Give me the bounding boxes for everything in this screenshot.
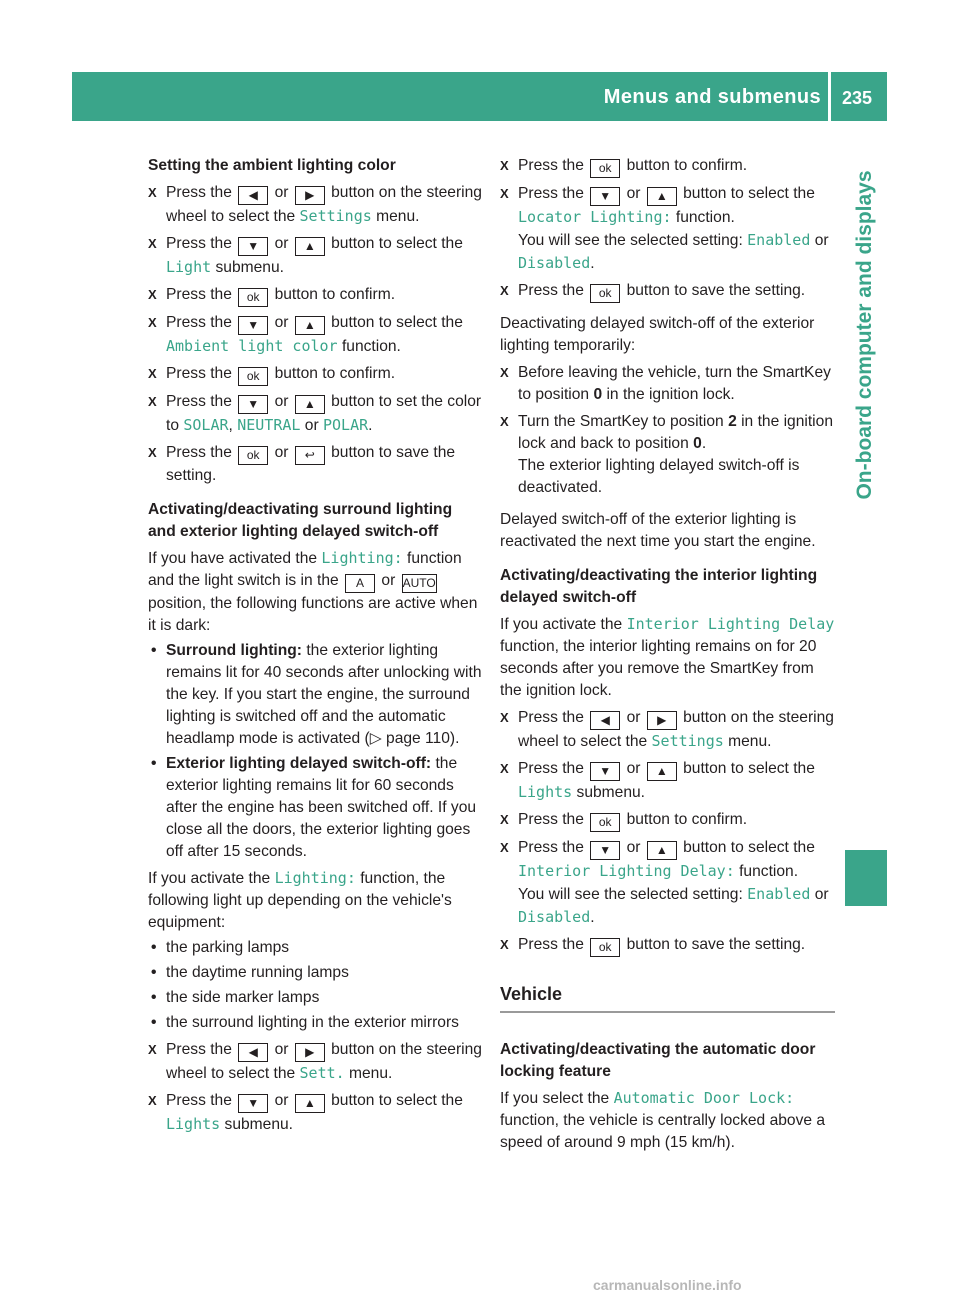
step-text: . [368, 417, 373, 434]
step-text: , [228, 417, 233, 434]
step-text: button to select the [683, 185, 815, 202]
instruction-step [148, 1039, 483, 1085]
list-item [148, 1012, 483, 1034]
ok-key-icon: ok [590, 938, 620, 957]
list-item [148, 962, 483, 984]
step-text: button to confirm. [274, 286, 396, 303]
step-text: function. [675, 209, 735, 226]
instruction-step [500, 183, 835, 275]
ok-key-icon: ok [590, 159, 620, 178]
step-text: button to select the [683, 760, 815, 777]
step-text: or [274, 235, 289, 252]
display-text: Sett. [299, 1064, 345, 1082]
display-text: NEUTRAL [237, 416, 301, 434]
display-text: Locator Lighting: [518, 208, 672, 226]
step-text: Press the [518, 709, 584, 726]
instruction-step [500, 758, 835, 804]
list-item-text: the parking lamps [166, 939, 290, 956]
step-text: button to save the setting. [166, 444, 456, 484]
step-text: button to confirm. [626, 811, 748, 828]
bullet-label: Exterior lighting delayed switch-off: [166, 755, 432, 772]
step-text: Press the [518, 157, 584, 174]
bullet-icon: • [151, 989, 157, 1006]
instruction-step [500, 934, 835, 957]
ok-key-icon: ok [238, 367, 268, 386]
step-text: Before leaving the vehicle, turn the SmartKey to position [518, 364, 831, 403]
list-item-text: the side marker lamps [166, 989, 320, 1006]
paragraph-text: function, the vehicle is centrally locked above a speed of around 9 mph (15 km/h). [500, 1112, 826, 1151]
step-text: or [304, 417, 319, 434]
bullet-text: the exterior lighting remains lit for 60 seconds after the engine has been switched off. If you close all the doors, the exterior lighting goes off after 15 seconds. [166, 755, 477, 860]
paragraph-text: function, the interior lighting remains on for 20 seconds after you remove the SmartKey from the ignition lock. [500, 638, 817, 699]
step-text: . [701, 435, 707, 452]
step-text: Press the [518, 760, 584, 777]
display-text: Enabled [747, 885, 811, 903]
instruction-step [148, 1090, 483, 1136]
down-arrow-key-icon: ▼ [590, 841, 620, 860]
step-text: Press the [166, 235, 232, 252]
header-divider [828, 72, 831, 121]
position-number: 0 [693, 435, 702, 452]
left-arrow-key-icon: ◀ [238, 1043, 268, 1062]
step-text: Press the [518, 282, 584, 299]
display-text: Light [166, 258, 212, 276]
paragraph: Delayed switch-off of the exterior lighting is reactivated the next time you start the engine. [500, 511, 816, 550]
step-text: or [274, 314, 289, 331]
down-arrow-key-icon: ▼ [590, 187, 620, 206]
paragraph-text: If you activate the [500, 616, 623, 633]
paragraph-text: function and the light switch is in the [148, 550, 462, 589]
step-text: or [274, 1092, 289, 1109]
step-text: or [814, 232, 829, 249]
section-heading: Activating/deactivating the interior lighting delayed switch-off [500, 567, 818, 606]
paragraph-text: position, the following functions are active when it is dark: [148, 595, 478, 634]
step-text: button to select the [683, 839, 815, 856]
up-arrow-key-icon: ▲ [295, 1094, 325, 1113]
right-column [500, 155, 835, 1154]
paragraph-text: If you select the [500, 1090, 610, 1107]
step-text: or [626, 709, 641, 726]
instruction-step [500, 837, 835, 929]
display-text: Lighting: [321, 549, 403, 567]
instruction-step [500, 155, 835, 178]
display-text: Automatic Door Lock: [613, 1089, 795, 1107]
step-text: The exterior lighting delayed switch-off is deactivated. [518, 457, 800, 496]
auto-switch-icon: AUTO [402, 574, 437, 593]
display-text: Disabled [518, 254, 591, 272]
step-text: Press the [166, 184, 232, 201]
display-text: Ambient light color [166, 337, 338, 355]
bullet-item [148, 753, 483, 863]
display-text: Lights [166, 1115, 221, 1133]
display-text: Settings [651, 732, 724, 750]
paragraph-text: If you have activated the [148, 550, 318, 567]
bullet-icon: • [151, 1014, 157, 1031]
down-arrow-key-icon: ▼ [238, 316, 268, 335]
bullet-icon: • [151, 939, 157, 956]
list-item [148, 987, 483, 1009]
bullet-label: Surround lighting: [166, 642, 302, 659]
side-tab [845, 130, 887, 540]
ok-key-icon: ok [590, 284, 620, 303]
instruction-step [500, 411, 835, 499]
step-text: . [590, 909, 595, 926]
paragraph [500, 613, 835, 702]
paragraph: Deactivating delayed switch-off of the exterior lighting temporarily: [500, 315, 815, 354]
step-text: in the ignition lock. [606, 386, 735, 403]
instruction-step [148, 233, 483, 279]
left-arrow-key-icon: ◀ [590, 711, 620, 730]
display-text: SOLAR [183, 416, 229, 434]
step-text: button to save the setting. [626, 936, 806, 953]
step-text: . [590, 255, 595, 272]
instruction-step [500, 362, 835, 406]
step-text: button on the steering wheel to select the [518, 709, 834, 750]
step-text: Press the [166, 286, 232, 303]
step-text: or [274, 393, 289, 410]
step-text: in the ignition lock and back to position [518, 413, 833, 452]
step-text: button on the steering wheel to select the [166, 184, 482, 225]
paragraph [148, 867, 483, 934]
step-text: Press the [166, 444, 232, 461]
list-item-text: the surround lighting in the exterior mirrors [166, 1014, 459, 1031]
step-text: function. [341, 338, 401, 355]
list-item-text: the daytime running lamps [166, 964, 349, 981]
step-text: submenu. [215, 259, 284, 276]
display-text: POLAR [322, 416, 369, 434]
step-text: button to set the color to [166, 393, 482, 434]
page-header-title: Menus and submenus [603, 86, 821, 108]
step-text: or [814, 886, 829, 903]
instruction-step [500, 707, 835, 753]
step-text: Press the [166, 1092, 232, 1109]
section-heading: Setting the ambient lighting color [148, 157, 396, 174]
up-arrow-key-icon: ▲ [647, 187, 677, 206]
display-text: Interior Lighting Delay [626, 615, 835, 633]
ok-key-icon: ok [238, 446, 268, 465]
instruction-step [148, 312, 483, 358]
down-arrow-key-icon: ▼ [238, 1094, 268, 1113]
instruction-step [148, 363, 483, 386]
bullet-icon: • [151, 964, 157, 981]
step-text: function. [739, 863, 799, 880]
ok-key-icon: ok [590, 813, 620, 832]
bullet-icon: • [151, 755, 157, 772]
paragraph [148, 547, 483, 637]
paragraph-text: function, the following light up depending on the vehicle's equipment: [148, 870, 452, 931]
down-arrow-key-icon: ▼ [238, 237, 268, 256]
instruction-step [148, 442, 483, 487]
paragraph-text: or [381, 572, 396, 589]
instruction-step [148, 391, 483, 437]
list-item [148, 937, 483, 959]
display-text: Disabled [518, 908, 591, 926]
step-text: Press the [518, 936, 584, 953]
step-text: Turn the SmartKey to position [518, 413, 724, 430]
down-arrow-key-icon: ▼ [590, 762, 620, 781]
step-text: Press the [166, 393, 232, 410]
step-text: Press the [166, 365, 232, 382]
right-arrow-key-icon: ▶ [647, 711, 677, 730]
step-text: Press the [166, 1041, 232, 1058]
step-text: button on the steering wheel to select the [166, 1041, 482, 1082]
step-text: You will see the selected setting: [518, 886, 743, 903]
right-arrow-key-icon: ▶ [295, 186, 325, 205]
instruction-step [148, 182, 483, 228]
step-text: button to confirm. [274, 365, 396, 382]
down-arrow-key-icon: ▼ [238, 395, 268, 414]
step-text: button to save the setting. [626, 282, 806, 299]
step-text: menu. [376, 208, 420, 225]
section-heading: Activating/deactivating surround lighting and exterior lighting delayed switch-off [148, 501, 453, 540]
instruction-step [148, 284, 483, 307]
left-arrow-key-icon: ◀ [238, 186, 268, 205]
step-text: menu. [728, 733, 772, 750]
step-text: Press the [166, 314, 232, 331]
step-text: or [274, 444, 289, 461]
up-arrow-key-icon: ▲ [295, 316, 325, 335]
up-arrow-key-icon: ▲ [295, 237, 325, 256]
step-text: You will see the selected setting: [518, 232, 743, 249]
bullet-item [148, 640, 483, 750]
display-text: Enabled [747, 231, 811, 249]
side-tab-marker [845, 850, 887, 906]
step-text: or [626, 839, 641, 856]
section-heading: Activating/deactivating the automatic door locking feature [500, 1041, 816, 1080]
header-bar [72, 72, 887, 121]
side-tab-label: On-board computer and displays [853, 170, 876, 500]
step-text: or [626, 760, 641, 777]
step-text: button to select the [331, 235, 463, 252]
paragraph [500, 1087, 835, 1154]
display-text: Interior Lighting Delay: [518, 862, 735, 880]
bullet-text: the exterior lighting remains lit for 40 seconds after unlocking with the key. If you start the engine, the surround lighting is switched off and the automatic headlamp mode is activated (▷ page 110). [166, 642, 482, 747]
watermark-text: carmanualsonline.info [593, 1277, 742, 1293]
display-text: Lighting: [274, 869, 356, 887]
step-text: Press the [518, 839, 584, 856]
step-text: button to select the [331, 1092, 463, 1109]
display-text: Settings [299, 207, 372, 225]
instruction-step [500, 809, 835, 832]
position-number: 2 [728, 413, 737, 430]
up-arrow-key-icon: ▲ [295, 395, 325, 414]
back-key-icon: ↩ [295, 446, 325, 465]
paragraph-text: If you activate the [148, 870, 271, 887]
display-text: Lights [518, 783, 573, 801]
step-text: menu. [349, 1065, 393, 1082]
step-text: or [626, 185, 641, 202]
step-text: Press the [518, 185, 584, 202]
right-arrow-key-icon: ▶ [295, 1043, 325, 1062]
bullet-icon: • [151, 642, 157, 659]
instruction-step [500, 280, 835, 303]
step-text: or [274, 1041, 289, 1058]
step-text: button to confirm. [626, 157, 748, 174]
step-text: button to select the [331, 314, 463, 331]
step-text: submenu. [576, 784, 646, 801]
step-text: or [274, 184, 289, 201]
step-text: submenu. [224, 1116, 294, 1133]
left-column [148, 155, 483, 1136]
parking-lamp-switch-icon: A [345, 574, 375, 593]
page-number: 235 [842, 88, 873, 108]
step-text: Press the [518, 811, 584, 828]
ok-key-icon: ok [238, 288, 268, 307]
section-title-vehicle: Vehicle [500, 983, 835, 1013]
up-arrow-key-icon: ▲ [647, 762, 677, 781]
up-arrow-key-icon: ▲ [647, 841, 677, 860]
position-number: 0 [593, 386, 603, 403]
